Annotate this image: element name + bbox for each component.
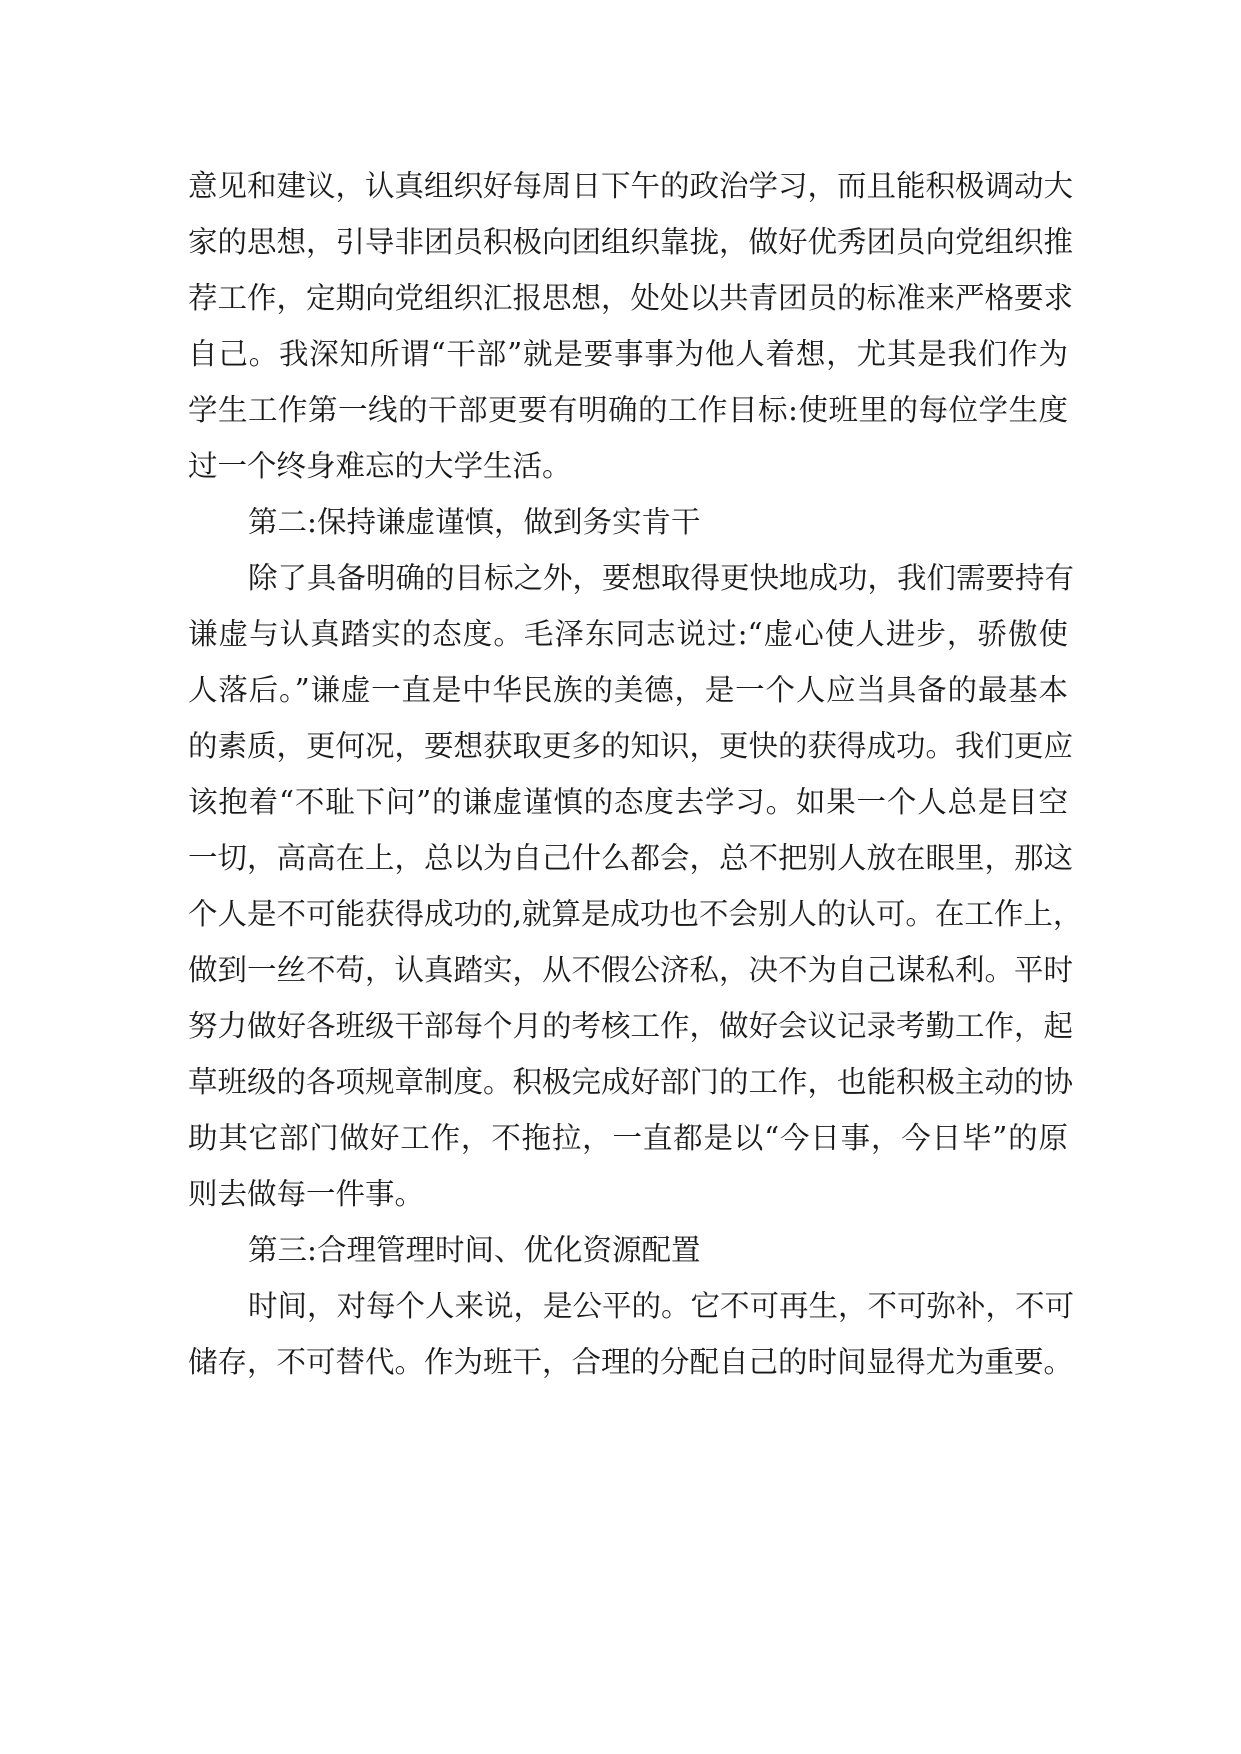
body-text <box>188 158 1083 1390</box>
text-line: 谦虚与认真踏实的态度。毛泽东同志说过:“虚心使人进步，骄傲使 <box>188 617 1068 651</box>
text-line: 意见和建议，认真组织好每周日下午的政治学习，而且能积极调动大 <box>188 169 1074 203</box>
text-line: 储存，不可替代。作为班干，合理的分配自己的时间显得尤为重要。 <box>188 1345 1074 1379</box>
text-line: 家的思想，引导非团员积极向团组织靠拢，做好优秀团员向党组织推 <box>188 225 1074 259</box>
text-line: 学生工作第一线的干部更要有明确的工作目标:使班里的每位学生度 <box>188 393 1068 427</box>
text-line: 人落后。”谦虚一直是中华民族的美德，是一个人应当具备的最基本 <box>188 673 1068 707</box>
text-line: 除了具备明确的目标之外，要想取得更快地成功，我们需要持有 <box>248 561 1075 595</box>
text-line: 做到一丝不苟，认真踏实，从不假公济私，决不为自己谋私利。平时 <box>188 953 1074 987</box>
text-line: 该抱着“不耻下问”的谦虚谨慎的态度去学习。如果一个人总是目空 <box>188 785 1068 819</box>
section-heading: 第三:合理管理时间、优化资源配置 <box>248 1233 701 1267</box>
section-heading: 第二:保持谦虚谨慎，做到务实肯干 <box>248 505 701 539</box>
text-line: 的素质，更何况，要想获取更多的知识，更快的获得成功。我们更应 <box>188 729 1074 763</box>
text-line: 过一个终身难忘的大学生活。 <box>188 449 572 483</box>
text-line: 则去做每一件事。 <box>188 1177 425 1211</box>
text-line: 努力做好各班级干部每个月的考核工作，做好会议记录考勤工作，起 <box>188 1009 1074 1043</box>
text-line: 草班级的各项规章制度。积极完成好部门的工作，也能积极主动的协 <box>188 1065 1074 1099</box>
text-line: 助其它部门做好工作，不拖拉，一直都是以“今日事，今日毕”的原 <box>188 1121 1068 1155</box>
text-line: 个人是不可能获得成功的,就算是成功也不会别人的认可。在工作上， <box>188 897 1083 931</box>
text-line: 自己。我深知所谓“干部”就是要事事为他人着想，尤其是我们作为 <box>188 337 1068 371</box>
text-line: 荐工作，定期向党组织汇报思想，处处以共青团员的标准来严格要求 <box>188 281 1074 315</box>
text-line: 一切，高高在上，总以为自己什么都会，总不把别人放在眼里，那这 <box>188 841 1074 875</box>
text-line: 时间，对每个人来说，是公平的。它不可再生，不可弥补，不可 <box>248 1289 1075 1323</box>
